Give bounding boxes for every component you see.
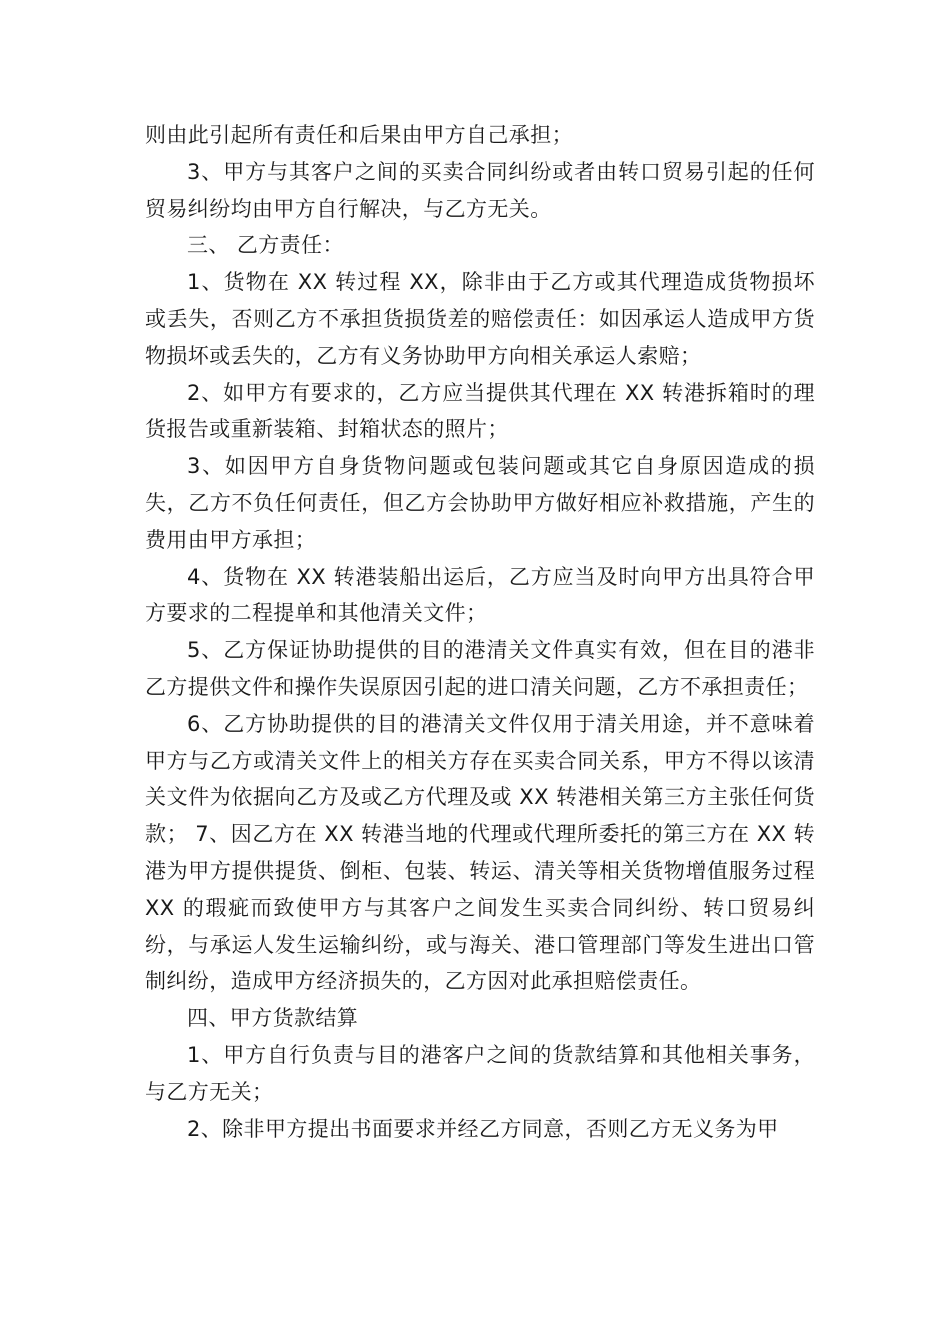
paragraph-party-b-clause-4: 4、货物在 XX 转港装船出运后，乙方应当及时向甲方出具符合甲方要求的二程提单和其他清关文件； (145, 564, 815, 626)
paragraph-party-b-clause-2: 2、如甲方有要求的，乙方应当提供其代理在 XX 转港拆箱时的理货报告或重新装箱、封箱状态的照片； (145, 380, 815, 442)
paragraph-liability-continuation: 则由此引起所有责任和后果由甲方自己承担； (145, 123, 573, 147)
paragraph-payment-clause-2: 2、除非甲方提出书面要求并经乙方同意，否则乙方无义务为甲 (187, 1116, 779, 1141)
paragraph-party-b-clause-1: 1、货物在 XX 转过程 XX，除非由于乙方或其代理造成货物损坏或丢失，否则乙方不承担货损货差的赔偿责任：如因承运人造成甲方货物损坏或丢失的，乙方有义务协助甲方向相关承运人索赔； (145, 270, 815, 368)
paragraph-party-a-clause-3: 3、甲方与其客户之间的买卖合同纠纷或者由转口贸易引起的任何贸易纠纷均由甲方自行解决，与乙方无关。 (145, 159, 815, 221)
section-heading-party-b-duties: 三、 乙方责任： (187, 233, 344, 258)
paragraph-party-b-clause-6-7: 6、乙方协助提供的目的港清关文件仅用于清关用途，并不意味着甲方与乙方或清关文件上的相关方存在买卖合同关系，甲方不得以该清关文件为依据向乙方及或乙方代理及或 XX 转港相关第三方主张任何货款； 7、因乙方在 XX 转港当地的代理或代理所委托的第三方在 XX 转港为甲方提供提货、倒柜、包装、转运、清关等相关货物增值服务过程 XX 的瑕疵而致使甲方与其客户之间发生买卖合同纠纷、转口贸易纠纷，与承运人发生运输纠纷，或与海关、港口管理部门等发生进出口管制纠纷，造成甲方经济损失的，乙方因对此承担赔偿责任。 (145, 711, 815, 994)
paragraph-party-b-clause-3: 3、如因甲方自身货物问题或包装问题或其它自身原因造成的损失，乙方不负任何责任，但乙方会协助甲方做好相应补救措施，产生的费用由甲方承担； (145, 454, 815, 552)
section-heading-payment-settlement: 四、甲方货款结算 (187, 1006, 359, 1031)
paragraph-payment-clause-1: 1、甲方自行负责与目的港客户之间的货款结算和其他相关事务，与乙方无关； (145, 1042, 815, 1104)
document-body (145, 117, 815, 1147)
paragraph-party-b-clause-5: 5、乙方保证协助提供的目的港清关文件真实有效，但在目的港非乙方提供文件和操作失误原因引起的进口清关问题，乙方不承担责任； (145, 638, 815, 699)
